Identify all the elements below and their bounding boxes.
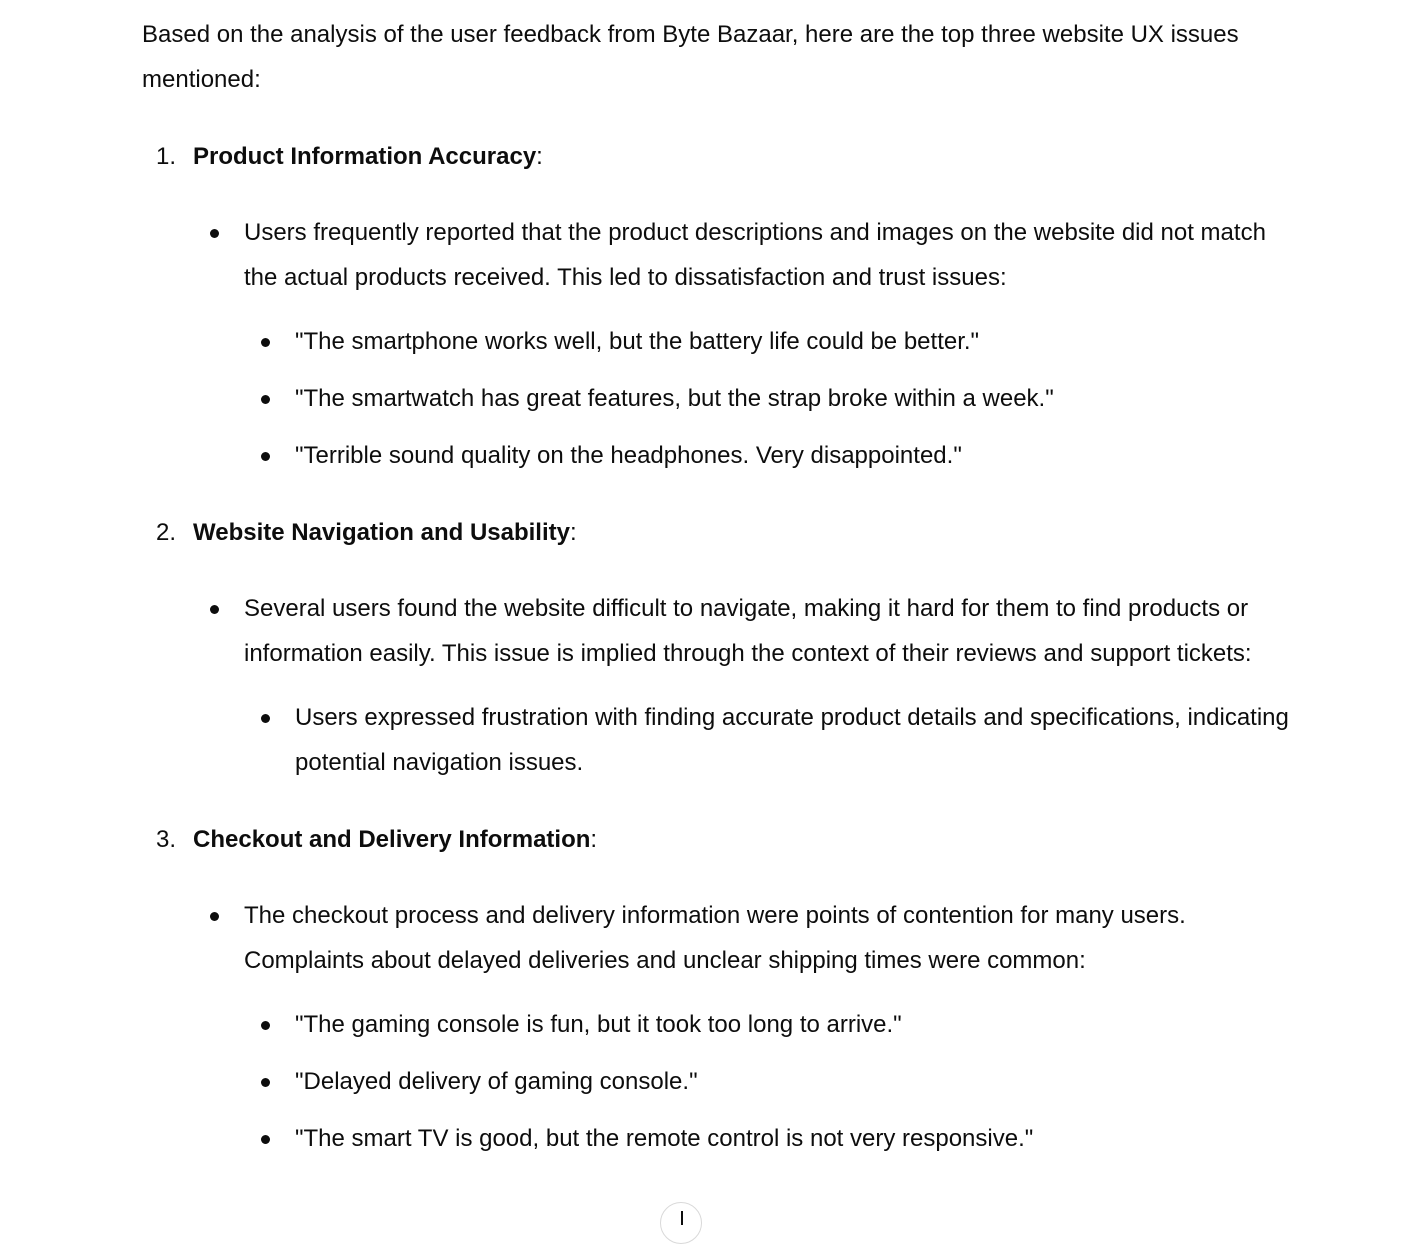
bullet-icon [261, 1021, 270, 1030]
issue-title: Product Information Accuracy [193, 143, 537, 170]
bullet-icon [210, 912, 219, 921]
bullet-icon [261, 395, 270, 404]
quote-item [244, 376, 1292, 421]
issue-point [193, 586, 1292, 785]
issue-item [142, 510, 1292, 785]
assistant-message [142, 12, 1292, 1193]
bullet-icon [210, 229, 219, 238]
issue-points [193, 210, 1292, 478]
issue-heading [193, 817, 1292, 862]
issue-points [193, 893, 1292, 1161]
issue-number: 2. [156, 519, 177, 546]
quote-text: "The smart TV is good, but the remote control is not very responsive." [295, 1125, 1034, 1152]
issue-title-suffix: : [569, 519, 577, 546]
bullet-icon [261, 714, 270, 723]
quote-item [244, 1002, 1292, 1047]
bullet-icon [261, 1135, 270, 1144]
issue-point-text: Users frequently reported that the product descriptions and images on the website did not match the actual products received. This led to dissatisfaction and trust issues: [244, 219, 1266, 291]
quote-text: "Terrible sound quality on the headphones. Very disappointed." [295, 442, 962, 469]
issue-heading [193, 134, 1292, 179]
issue-points [193, 586, 1292, 785]
issue-item [142, 134, 1292, 478]
issue-number: 1. [156, 143, 177, 170]
bullet-icon [210, 605, 219, 614]
scroll-to-bottom-button[interactable] [660, 1202, 702, 1244]
bullet-icon [261, 1078, 270, 1087]
issue-title: Checkout and Delivery Information [193, 826, 591, 853]
issue-item [142, 817, 1292, 1161]
issue-title: Website Navigation and Usability [193, 519, 570, 546]
quote-item [244, 319, 1292, 364]
quote-item [244, 1116, 1292, 1161]
issue-title-suffix: : [590, 826, 598, 853]
issue-point [193, 893, 1292, 1161]
issue-title-suffix: : [536, 143, 543, 170]
intro-text: Based on the analysis of the user feedback from Byte Bazaar, here are the top three website UX issues mentioned: [142, 21, 1239, 93]
quote-list [244, 1002, 1292, 1161]
issue-heading [193, 510, 1292, 555]
quote-item [244, 1059, 1292, 1104]
issue-point-text: The checkout process and delivery information were points of contention for many users. Complaints about delayed deliveries and unclear shipping times were common: [244, 902, 1186, 974]
issue-point [193, 210, 1292, 478]
quote-text: "The smartwatch has great features, but the strap broke within a week." [295, 385, 1054, 412]
quote-text: Users expressed frustration with finding accurate product details and specifications, indicating potential navigation issues. [295, 704, 1289, 776]
quote-text: "The smartphone works well, but the battery life could be better." [295, 328, 980, 355]
quote-text: "The gaming console is fun, but it took too long to arrive." [295, 1011, 902, 1038]
issue-number: 3. [156, 826, 177, 853]
bullet-icon [261, 338, 270, 347]
quote-text: "Delayed delivery of gaming console." [295, 1068, 698, 1095]
issue-point-text: Several users found the website difficult to navigate, making it hard for them to find products or information easily. This issue is implied through the context of their reviews and support tickets: [244, 595, 1252, 667]
quote-list [244, 319, 1292, 478]
quote-item [244, 433, 1292, 478]
bullet-icon [261, 452, 270, 461]
issues-list [142, 134, 1292, 1161]
arrow-down-icon [681, 1211, 683, 1225]
quote-item [244, 695, 1292, 785]
quote-list [244, 695, 1292, 785]
